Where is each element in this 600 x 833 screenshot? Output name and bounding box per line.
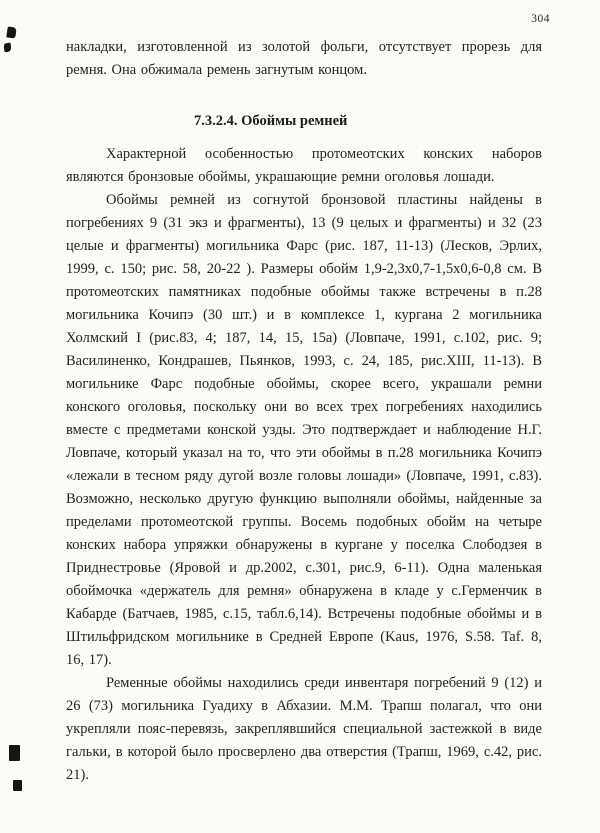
paragraph-continuation: накладки, изготовленной из золотой фольги, отсутствует прорезь для ремня. Она обжимала ремень загнутым концом.	[66, 39, 542, 78]
scan-artifact-black-square	[13, 780, 22, 791]
paragraph-characteristic: Характерной особенностью протомеотских конских наборов являются бронзовые обоймы, украшающие ремни оголовья лошади.	[66, 146, 542, 185]
text-block	[66, 36, 542, 787]
page-number: 304	[531, 13, 550, 25]
scan-artifact-ink-mark	[4, 43, 12, 53]
paragraph-final: Ременные обоймы находились среди инвентаря погребений 9 (12) и 26 (73) могильника Гуадиху в Абхазии. М.М. Трапш полагал, что они укрепляли пояс-перевязь, закреплявшийся специальной застежкой в виде гальки, в которой было просверлено два отверстия (Трапш, 1969, с.42, рис. 21).	[66, 675, 542, 783]
section-heading: 7.3.2.4. Обоймы ремней	[194, 113, 348, 129]
scan-artifact-ink-mark	[6, 26, 16, 38]
paragraph-main: Обоймы ремней из согнутой бронзовой пластины найдены в погребениях 9 (31 экз и фрагменты), 13 (9 целых и фрагменты) и 32 (23 целые и фрагменты) могильника Фарс (рис. 187, 11-13) (Лесков, Эрлих, 1999, с. 150; рис. 58, 20-22 ). Размеры обойм 1,9-2,3х0,7-1,5х0,6-0,8 см. В протомеотских памятниках подобные обоймы также встречены в п.28 могильника Кочипэ (30 шт.) и в комплексе 1, кургана 2 могильника Холмский I (рис.83, 4; 187, 14, 15, 15а) (Ловпаче, 1991, с.102, рис. 9; Василиненко, Кондрашев, Пьянков, 1993, с. 24, 185, рис.XIII, 11-13). В могильнике Фарс подобные обоймы, скорее всего, украшали ремни конского оголовья, поскольку они во всех трех погребениях находились вместе с предметами конской узды. Это подтверждает и наблюдение Н.Г. Ловпаче, который указал на то, что эти обоймы в п.28 могильника Кочипэ «лежали в тесном ряду дугой возле головы лошади» (Ловпаче, 1991, с.83). Возможно, несколько другую функцию выполняли обоймы, найденные за пределами протомеотской группы. Восемь подобных обойм на четыре конских набора упряжки обнаружены в кургане у поселка Слободзея в Приднестровье (Яровой и др.2002, с.301, рис.9, 6-11). Одна маленькая обоймочка «держатель для ремня» обнаружена в кладе у с.Герменчик в Кабарде (Батчаев, 1985, с.15, табл.6,14). Встречены подобные обоймы и в Штильфридском могильнике в Средней Европе (Kaus, 1976, S.58. Taf. 8, 16, 17).	[66, 192, 542, 668]
scan-artifact-black-square	[9, 745, 20, 761]
